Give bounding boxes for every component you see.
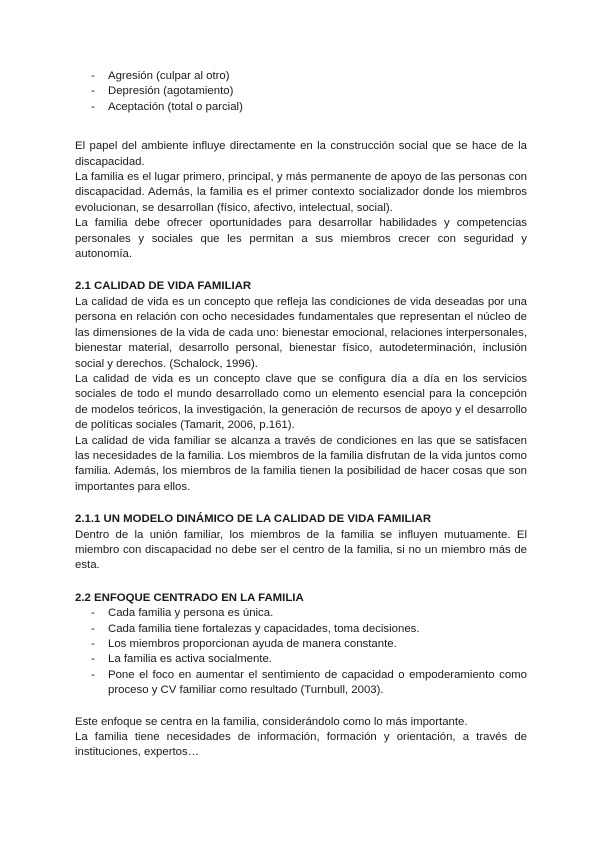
paragraph: La familia debe ofrecer oportunidades para desarrollar habilidades y competencias personales y sociales que les permitan a sus miembros crecer con seguridad y autonomía. — [75, 217, 527, 261]
document-body — [75, 69, 527, 761]
paragraph: La calidad de vida es un concepto clave que se configura día a día en los servicios sociales de todo el mundo desarrollado como un elemento esencial para la concepción de modelos teóricos, la investigación, la generación de recursos de apoyo y el desarrollo de políticas sociales (Tamarit, 2006, p.161). — [75, 372, 527, 432]
paragraph: Dentro de la unión familiar, los miembros de la familia se influyen mutuamente. El miembro con discapacidad no debe ser el centro de la familia, si no un miembro más de esta. — [75, 528, 527, 572]
paragraph: La calidad de vida es un concepto que refleja las condiciones de vida deseadas por una persona en relación con ocho necesidades fundamentales que representan el núcleo de las dimensiones de la vida de cada uno: bienestar emocional, relaciones interpersonales, bienestar material, desarrollo personal, bienestar físico, autodeterminación, inclusión social y derechos. (Schalock, 1996). — [75, 295, 527, 370]
list-item: - Agresión (culpar al otro) — [75, 69, 527, 84]
paragraph: La calidad de vida familiar se alcanza a través de condiciones en las que se satisfacen las necesidades de la familia. Los miembros de la familia disfrutan de la vida juntos como familia. Además, los miembros de la familia tienen la posibilidad de hacer cosas que son importantes para ellos. — [75, 434, 527, 493]
list-item: - Depresión (agotamiento) — [75, 84, 527, 99]
paragraph: La familia tiene necesidades de información, formación y orientación, a través de instituciones, expertos… — [75, 731, 527, 759]
paragraph: Este enfoque se centra en la familia, considerándolo como lo más importante. — [75, 715, 468, 728]
paragraph: La familia es el lugar primero, principal, y más permanente de apoyo de las personas con discapacidad. Además, la familia es el primer contexto socializador donde los miembros evolucionan, se desarrollan (físico, afectivo, intelectual, social). — [75, 171, 527, 214]
list-item: - La familia es activa socialmente. — [75, 652, 527, 667]
list-item: - Cada familia tiene fortalezas y capacidades, toma decisiones. — [75, 622, 527, 637]
coping-list — [75, 69, 527, 115]
section-heading: 2.1.1 UN MODELO DINÁMICO DE LA CALIDAD DE VIDA FAMILIAR — [75, 513, 432, 526]
family-focus-list — [75, 606, 527, 698]
list-item: - Pone el foco en aumentar el sentimiento de capacidad o empoderamiento como proceso y CV familiar como resultado (Turnbull, 2003). — [75, 668, 527, 699]
paragraph: El papel del ambiente influye directamente en la construcción social que se hace de la discapacidad. — [75, 140, 527, 168]
list-item: - Cada familia y persona es única. — [75, 606, 527, 621]
list-item: - Aceptación (total o parcial) — [75, 100, 527, 115]
list-item: - Los miembros proporcionan ayuda de manera constante. — [75, 637, 527, 652]
section-heading: 2.2 ENFOQUE CENTRADO EN LA FAMILIA — [75, 591, 304, 604]
section-heading: 2.1 CALIDAD DE VIDA FAMILIAR — [75, 280, 252, 293]
